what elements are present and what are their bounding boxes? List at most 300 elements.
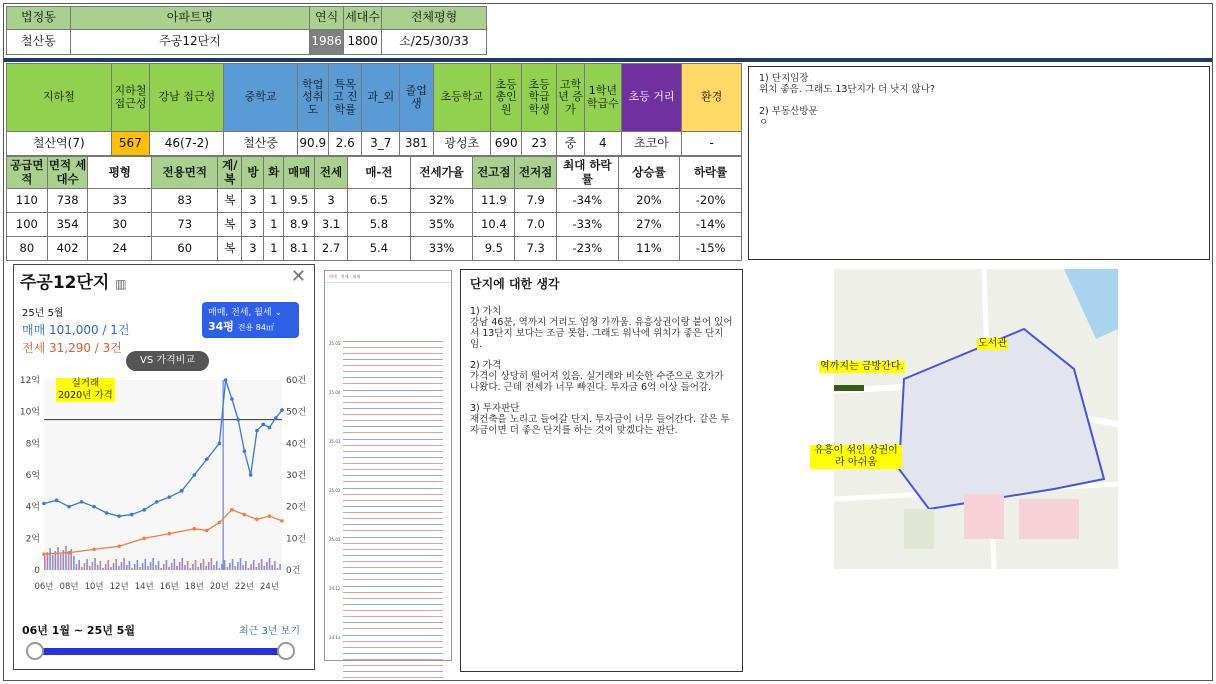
value-apt-name: 주공12단지 <box>70 30 309 55</box>
price-row <box>7 237 742 261</box>
volume-bar <box>147 566 149 570</box>
listing-row[interactable] <box>343 677 443 678</box>
listing-row[interactable] <box>343 451 443 452</box>
volume-bar <box>261 559 263 570</box>
listing-row[interactable] <box>343 506 443 507</box>
volume-bar <box>256 567 258 570</box>
volume-bar <box>219 568 221 570</box>
volume-bar <box>73 556 75 570</box>
volume-bar <box>245 561 247 570</box>
price-cell: 32% <box>410 189 473 213</box>
volume-bar <box>197 567 199 570</box>
series-point-매매 <box>230 397 234 401</box>
volume-bar <box>105 564 107 570</box>
listing-row[interactable] <box>343 628 443 629</box>
y-right-tick: 40건 <box>286 439 307 450</box>
price-cell: -14% <box>680 213 742 237</box>
map-label-station: 역까지는 금방간다. <box>820 361 904 372</box>
listing-row[interactable] <box>343 592 443 593</box>
value-gangnam-access: 46(7-2) <box>150 132 224 156</box>
value-elementary: 광성초 <box>433 132 491 156</box>
listing-row[interactable] <box>343 524 443 525</box>
volume-bar <box>195 560 197 570</box>
volume-bar <box>166 560 168 570</box>
y-left-tick: 4억 <box>25 502 40 513</box>
thought-3-text: 재건축을 노리고 들어갈 단지. 투자금이 너무 들어간다. 같은 투자금이면 더 좋은 단지를 하는 것이 맞겠다는 판단. <box>470 414 730 436</box>
volume-bar <box>200 563 202 570</box>
price-cell: 3 <box>315 189 348 213</box>
listing-row[interactable] <box>343 530 443 531</box>
series-point-매매 <box>155 500 159 504</box>
header-high: 전고점 <box>473 157 515 189</box>
x-tick: 20년 <box>209 582 229 592</box>
volume-bar <box>126 565 128 570</box>
thought-1-text: 강남 46분, 역까지 거리도 엄청 가까움. 유흥상권이랑 붙어 있어서 13단지 보다는 조금 못함. 그래도 워낙에 위치가 좋은 단지임. <box>470 317 733 350</box>
y-right-tick: 0건 <box>286 566 301 576</box>
close-icon[interactable]: ✕ <box>290 266 306 287</box>
volume-bar <box>271 565 273 570</box>
volume-bar <box>253 560 255 570</box>
header-achievement: 학업 성취도 <box>297 64 328 132</box>
price-cell: -20% <box>680 189 742 213</box>
header-tutoring: 과_외 <box>362 64 400 132</box>
listing-row[interactable] <box>343 641 443 642</box>
volume-bar <box>160 568 162 570</box>
chart-annotation <box>56 378 115 402</box>
volume-bar <box>174 559 176 570</box>
price-cell: -15% <box>680 237 742 261</box>
series-point-매매 <box>255 429 259 433</box>
value-special-school: 2.6 <box>328 132 361 156</box>
note-item2-title: 2) 부동산방문 <box>759 106 818 117</box>
series-point-매매 <box>218 442 222 446</box>
area-map[interactable] <box>814 269 1118 569</box>
listing-row[interactable] <box>343 408 443 409</box>
y-right-tick: 20건 <box>286 502 307 513</box>
listing-row[interactable] <box>343 671 443 672</box>
header-baths: 화 <box>264 157 284 189</box>
price-cell: 3 <box>242 189 264 213</box>
price-cell: 5.4 <box>348 237 411 261</box>
listing-row[interactable] <box>343 481 443 482</box>
header-subway-access: 지하철 접근성 <box>111 64 150 132</box>
price-row <box>7 189 742 213</box>
volume-bar <box>60 554 62 570</box>
volume-bar <box>155 565 157 570</box>
series-point-전세 <box>117 544 121 548</box>
listing-row[interactable] <box>343 494 443 495</box>
listing-row[interactable] <box>343 579 443 580</box>
listing-row[interactable] <box>343 518 443 519</box>
series-point-매매 <box>167 495 171 499</box>
header-rise-rate: 상승률 <box>618 157 680 189</box>
volume-bar <box>269 558 271 570</box>
volume-bar <box>86 559 88 570</box>
listing-row[interactable] <box>343 414 443 415</box>
header-rooms: 방 <box>242 157 264 189</box>
price-cell: 1 <box>264 213 284 237</box>
value-year: 1986 <box>310 30 344 55</box>
header-subway: 지하철 <box>7 64 112 132</box>
price-cell: 7.0 <box>515 213 557 237</box>
series-point-매매 <box>130 513 134 517</box>
listing-row[interactable] <box>343 622 443 623</box>
sale-summary: 매매 101,000 / 1건 <box>22 323 130 337</box>
listing-row[interactable] <box>343 432 443 433</box>
volume-bar <box>134 564 136 570</box>
price-cell: 7.9 <box>515 189 557 213</box>
price-cell: 24 <box>88 237 152 261</box>
value-middle-school: 철산중 <box>224 132 297 156</box>
header-exclusive-area: 전용면적 <box>152 157 218 189</box>
volume-bar <box>242 565 244 570</box>
listing-row[interactable] <box>343 616 443 617</box>
listing-row[interactable] <box>343 653 443 654</box>
listing-row[interactable] <box>343 353 443 354</box>
series-point-매매 <box>142 508 146 512</box>
price-cell: -23% <box>557 237 619 261</box>
series-point-매매 <box>92 505 96 509</box>
volume-bar <box>115 559 117 570</box>
y-left-tick: 0 <box>34 566 40 576</box>
listing-month: 25.01 <box>329 537 341 542</box>
listing-row[interactable] <box>343 543 443 544</box>
listing-tab-sale[interactable]: 매매 <box>329 274 337 279</box>
listing-row[interactable] <box>343 549 443 550</box>
listing-row[interactable] <box>343 390 443 391</box>
series-point-전세 <box>92 548 96 552</box>
thoughts-box <box>460 269 743 672</box>
listing-row[interactable] <box>343 475 443 476</box>
listing-row[interactable] <box>343 420 443 421</box>
volume-bar <box>221 564 223 570</box>
value-tutoring: 3_7 <box>362 132 400 156</box>
series-point-전세 <box>205 529 209 533</box>
volume-bar <box>81 567 83 570</box>
volume-bar <box>47 552 49 570</box>
header-elem-class: 초등 학급 학생 <box>522 64 557 132</box>
volume-bar <box>121 562 123 570</box>
listing-month: 25.03 <box>329 439 341 444</box>
range-slider-end-handle[interactable] <box>277 642 295 660</box>
listing-row[interactable] <box>343 347 443 348</box>
volume-bar <box>229 563 231 570</box>
x-tick: 18년 <box>184 582 204 592</box>
listing-row[interactable] <box>343 512 443 513</box>
price-cell: 1 <box>264 189 284 213</box>
listing-row[interactable] <box>343 488 443 489</box>
listing-month: 25.04 <box>329 390 341 395</box>
header-middle-school: 중학교 <box>224 64 297 132</box>
volume-bar <box>49 548 51 570</box>
volume-bar <box>234 566 236 570</box>
listing-row[interactable] <box>343 457 443 458</box>
volume-bar <box>44 556 46 570</box>
notes-box <box>748 66 1210 260</box>
price-cell: 354 <box>47 213 88 237</box>
header-elem-total: 초등 총인원 <box>491 64 522 132</box>
value-elem-total: 690 <box>491 132 522 156</box>
listing-row[interactable] <box>343 445 443 446</box>
price-cell: 110 <box>7 189 48 213</box>
volume-bar <box>171 563 173 570</box>
y-left-tick: 8억 <box>25 439 40 450</box>
value-graduates: 381 <box>400 132 433 156</box>
volume-bar <box>97 565 99 570</box>
value-environment: - <box>682 132 742 156</box>
volume-bar <box>131 568 133 570</box>
listing-month: 25.02 <box>329 488 341 493</box>
price-chart-panel <box>13 264 315 670</box>
series-point-매매 <box>249 473 253 477</box>
listing-row[interactable] <box>343 561 443 562</box>
y-right-tick: 50건 <box>286 407 307 418</box>
series-point-매매 <box>117 514 121 518</box>
value-subway-access: 567 <box>111 132 150 156</box>
volume-bar <box>232 559 234 570</box>
listing-row[interactable] <box>343 371 443 372</box>
price-cell: 1 <box>264 237 284 261</box>
volume-bar <box>237 562 239 570</box>
listing-row[interactable] <box>343 377 443 378</box>
series-point-전세 <box>193 527 197 531</box>
price-cell: 9.5 <box>284 189 315 213</box>
price-cell: 27% <box>618 213 680 237</box>
listing-row[interactable] <box>343 604 443 605</box>
map-label-district: 유흥이 섞인 상권이라 아쉬움 <box>810 445 902 469</box>
price-cell: -33% <box>557 213 619 237</box>
price-cell: 402 <box>47 237 88 261</box>
range-slider-start-handle[interactable] <box>26 642 44 660</box>
listing-row[interactable] <box>343 665 443 666</box>
header-gap: 매-전 <box>348 157 411 189</box>
header-sizes: 전체평형 <box>382 7 487 30</box>
thought-2-text: 가격이 상당히 떨어져 있음. 실거래와 비슷한 수준으로 호가가 나왔다. 근데 전세가 너무 빠진다. 투자금 6억 이상 들어감. <box>470 371 724 393</box>
series-point-전세 <box>280 519 284 523</box>
series-point-매매 <box>55 499 59 503</box>
series-point-전세 <box>243 513 247 517</box>
volume-bar <box>203 559 205 570</box>
chevron-down-icon: ⌄ <box>274 308 283 318</box>
volume-bar <box>277 568 279 570</box>
volume-bar <box>163 564 165 570</box>
price-cell: 2.7 <box>315 237 348 261</box>
size-label: 34평 <box>208 320 234 333</box>
listing-row[interactable] <box>343 463 443 464</box>
volume-bar <box>211 558 213 570</box>
listing-row[interactable] <box>343 567 443 568</box>
value-elem-class: 23 <box>522 132 557 156</box>
thought-3-title: 3) 투자판단 <box>470 403 520 414</box>
access-school-table <box>6 63 742 156</box>
volume-bar <box>65 546 67 570</box>
thoughts-title: 단지에 대한 생각 <box>470 277 560 291</box>
listing-row[interactable] <box>343 426 443 427</box>
y-left-tick: 6억 <box>25 471 40 481</box>
series-point-매매 <box>67 505 71 509</box>
listing-row[interactable] <box>343 439 443 440</box>
volume-bar <box>110 567 112 570</box>
series-point-전세 <box>230 508 234 512</box>
value-subway: 철산역(7) <box>7 132 112 156</box>
price-cell: 11.9 <box>473 189 515 213</box>
price-cell: 35% <box>410 213 473 237</box>
volume-bar <box>182 558 184 570</box>
x-tick: 12년 <box>109 582 129 592</box>
listing-row[interactable] <box>343 469 443 470</box>
listing-row[interactable] <box>343 359 443 360</box>
volume-bar <box>213 565 215 570</box>
price-cell: 100 <box>7 213 48 237</box>
section-divider <box>4 58 1212 62</box>
header-drop-rate: 하락률 <box>680 157 742 189</box>
volume-bar <box>224 560 226 570</box>
volume-bar <box>137 560 139 570</box>
volume-bar <box>168 567 170 570</box>
y-left-tick: 2억 <box>25 534 40 545</box>
compare-button[interactable]: VS 가격비교 <box>126 351 209 371</box>
volume-bar <box>113 563 115 570</box>
value-households: 1800 <box>344 30 382 55</box>
price-cell: 60 <box>152 237 218 261</box>
listing-row[interactable] <box>343 573 443 574</box>
filter-label: 매매, 전세, 월세 <box>208 308 272 318</box>
x-tick: 14년 <box>134 582 154 592</box>
x-tick: 16년 <box>159 582 179 592</box>
series-point-매매 <box>80 500 84 504</box>
volume-bar <box>158 561 160 570</box>
price-cell: 7.3 <box>515 237 557 261</box>
volume-bar <box>107 560 109 570</box>
volume-bar <box>184 565 186 570</box>
volume-bar <box>152 558 154 570</box>
volume-bar <box>279 564 281 570</box>
price-cell: 10.4 <box>473 213 515 237</box>
recent-3-years-link[interactable]: 최근 3년 보기 <box>238 626 300 637</box>
header-pyeong: 평형 <box>88 157 152 189</box>
series-point-매매 <box>105 511 109 515</box>
volume-bar <box>142 563 144 570</box>
listing-row[interactable] <box>343 396 443 397</box>
listing-month: 25.05 <box>329 341 341 346</box>
volume-bar <box>89 566 91 570</box>
header-apt-name: 아파트명 <box>70 7 309 30</box>
price-cell: 3.1 <box>315 213 348 237</box>
header-gangnam-access: 강남 접근성 <box>150 64 224 132</box>
listing-tab-jeonse[interactable]: 전세 <box>340 274 349 279</box>
listing-row[interactable] <box>343 341 443 342</box>
header-environment: 환경 <box>682 64 742 132</box>
price-row <box>7 213 742 237</box>
volume-bar <box>118 566 120 570</box>
listing-row[interactable] <box>343 500 443 501</box>
listing-month: 24.11 <box>329 635 341 640</box>
listing-row[interactable] <box>343 383 443 384</box>
header-first-grade: 1학년 학급수 <box>585 64 622 132</box>
volume-bar <box>76 564 78 570</box>
volume-bar <box>52 555 54 570</box>
series-point-매매 <box>261 423 265 427</box>
header-supply-area: 공급면적 <box>7 157 48 189</box>
listing-row[interactable] <box>343 365 443 366</box>
volume-bar <box>57 547 59 570</box>
header-max-drop: 최대 하락률 <box>557 157 619 189</box>
value-sizes: 소/25/30/33 <box>382 30 487 55</box>
price-cell: 11% <box>618 237 680 261</box>
series-point-매매 <box>205 457 209 461</box>
price-table <box>6 156 742 261</box>
header-stair-type: 계/복 <box>218 157 242 189</box>
volume-bar <box>208 562 210 570</box>
price-cell: 83 <box>152 189 218 213</box>
price-cell: 9.5 <box>473 237 515 261</box>
listing-row[interactable] <box>343 647 443 648</box>
volume-bar <box>144 559 146 570</box>
listing-row[interactable] <box>343 610 443 611</box>
value-first-grade: 4 <box>585 132 622 156</box>
listing-row[interactable] <box>343 659 443 660</box>
header-sale: 매매 <box>284 157 315 189</box>
x-tick: 22년 <box>234 582 254 592</box>
filter-button[interactable] <box>202 302 299 338</box>
volume-bar <box>179 562 181 570</box>
y-right-tick: 30건 <box>286 471 307 481</box>
listing-row[interactable] <box>343 598 443 599</box>
annotation-line2: 2020년 가격 <box>58 390 113 401</box>
listing-row[interactable] <box>343 402 443 403</box>
x-tick: 10년 <box>84 582 104 592</box>
size-sub: 전용 84㎡ <box>237 323 274 332</box>
header-elementary: 초등학교 <box>433 64 491 132</box>
value-dong: 철산동 <box>7 30 71 55</box>
series-point-전세 <box>67 551 71 555</box>
price-cell: 5.8 <box>348 213 411 237</box>
volume-bar <box>123 558 125 570</box>
note-item1-title: 1) 단지임장 <box>759 73 809 84</box>
price-cell: 73 <box>152 213 218 237</box>
volume-bar <box>78 560 80 570</box>
chart-date: 25년 5월 <box>22 308 64 319</box>
listing-tab-monthly[interactable]: 월세 <box>352 274 361 279</box>
listing-month: 24.12 <box>329 586 341 591</box>
header-graduates: 졸업생 <box>400 64 433 132</box>
volume-bar <box>100 561 102 570</box>
series-point-전세 <box>255 518 259 522</box>
header-households: 세대수 <box>344 7 382 30</box>
listing-row[interactable] <box>343 537 443 538</box>
x-tick: 08년 <box>59 582 79 592</box>
price-cell: 복 <box>218 237 242 261</box>
header-low: 전저점 <box>515 157 557 189</box>
price-cell: 8.9 <box>284 213 315 237</box>
series-point-매매 <box>280 408 284 412</box>
range-slider-track[interactable] <box>35 648 289 655</box>
listing-row[interactable] <box>343 555 443 556</box>
price-cell: 3 <box>242 213 264 237</box>
volume-bar <box>274 561 276 570</box>
volume-bar <box>216 561 218 570</box>
volume-bar <box>248 568 250 570</box>
price-cell: 30 <box>88 213 152 237</box>
apartment-info-table <box>6 6 487 55</box>
listing-row[interactable] <box>343 635 443 636</box>
volume-bar <box>205 566 207 570</box>
header-special-school: 특목고 진학률 <box>328 64 361 132</box>
annotation-line1: 실거래 <box>71 378 100 389</box>
series-point-매매 <box>193 473 197 477</box>
listing-row[interactable] <box>343 586 443 587</box>
map-graphic <box>834 269 1118 569</box>
